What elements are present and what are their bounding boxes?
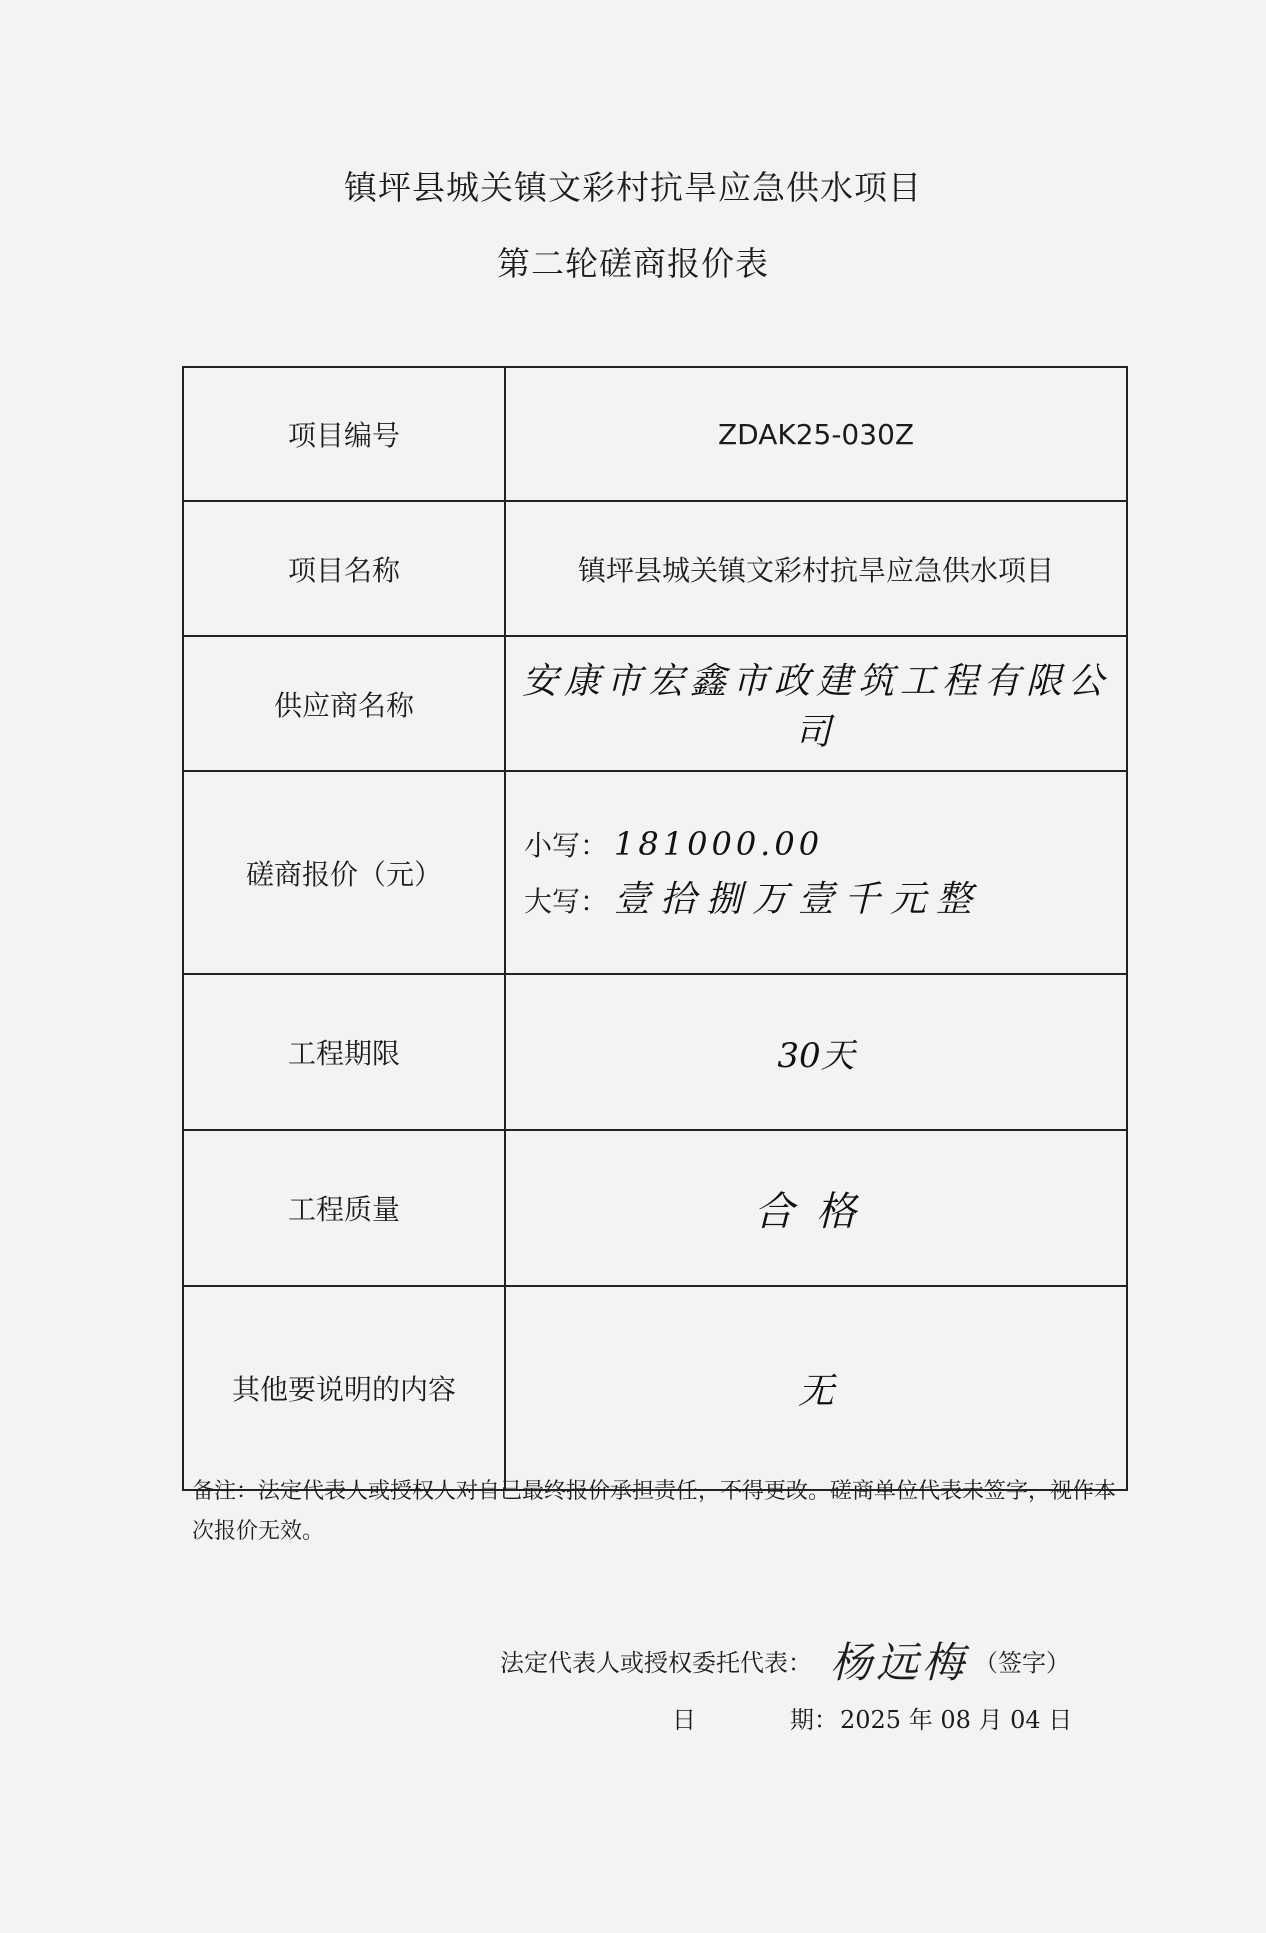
- period-value-cell: [505, 974, 1127, 1130]
- table-row: [183, 1130, 1127, 1286]
- project-number-value: ZDAK25-030Z: [505, 367, 1127, 501]
- table-row: [183, 1286, 1127, 1490]
- sign-suffix: （签字）: [974, 1648, 1071, 1677]
- price-upper-line: [524, 873, 1125, 929]
- table-row: [183, 771, 1127, 974]
- price-lower-label: 小写：: [524, 828, 609, 862]
- quality-handwritten-value: 合格: [754, 1188, 878, 1235]
- price-lower-line: [524, 817, 1125, 873]
- project-name-value: 镇坪县城关镇文彩村抗旱应急供水项目: [505, 501, 1127, 636]
- supplier-value-cell: [505, 636, 1127, 771]
- price-upper-label: 大写：: [524, 884, 609, 918]
- date-value: 2025 年 08 月 04 日: [840, 1706, 1073, 1734]
- project-number-label: 项目编号: [183, 367, 505, 501]
- price-lower-value: 181000.00: [614, 824, 824, 863]
- table-row: [183, 636, 1127, 771]
- quality-value-cell: [505, 1130, 1127, 1286]
- handwritten-signature: 杨远梅: [830, 1638, 969, 1687]
- date-label-period: 期：: [790, 1706, 838, 1734]
- document-title: 镇坪县城关镇文彩村抗旱应急供水项目: [344, 168, 922, 207]
- supplier-handwritten-value: 安康市宏鑫市政建筑工程有限公司: [521, 660, 1110, 753]
- price-label: 磋商报价（元）: [183, 771, 505, 974]
- signature-line: [500, 1630, 1200, 1690]
- project-name-label: 项目名称: [183, 501, 505, 636]
- period-handwritten-value: 30天: [777, 1035, 855, 1076]
- table-row: [183, 367, 1127, 501]
- price-upper-value: 壹拾捌万壹千元整: [614, 878, 983, 920]
- table-row: [183, 974, 1127, 1130]
- remark-note: 备注：法定代表人或授权人对自己最终报价承担责任，不得更改。磋商单位代表未签字，视作本次报价无效。: [192, 1479, 1117, 1544]
- period-label: 工程期限: [183, 974, 505, 1130]
- other-handwritten-value: 无: [797, 1370, 834, 1412]
- other-label: 其他要说明的内容: [183, 1286, 505, 1490]
- signature-block: [500, 1630, 1200, 1735]
- document-subtitle: 第二轮磋商报价表: [497, 244, 769, 283]
- quotation-table: [182, 366, 1128, 1491]
- supplier-label: 供应商名称: [183, 636, 505, 771]
- price-value-cell: [505, 771, 1127, 974]
- date-label-day: 日: [672, 1706, 696, 1734]
- quality-label: 工程质量: [183, 1130, 505, 1286]
- table-row: [183, 501, 1127, 636]
- date-line: [500, 1700, 1200, 1735]
- other-value-cell: [505, 1286, 1127, 1490]
- representative-label: 法定代表人或授权委托代表：: [500, 1648, 812, 1677]
